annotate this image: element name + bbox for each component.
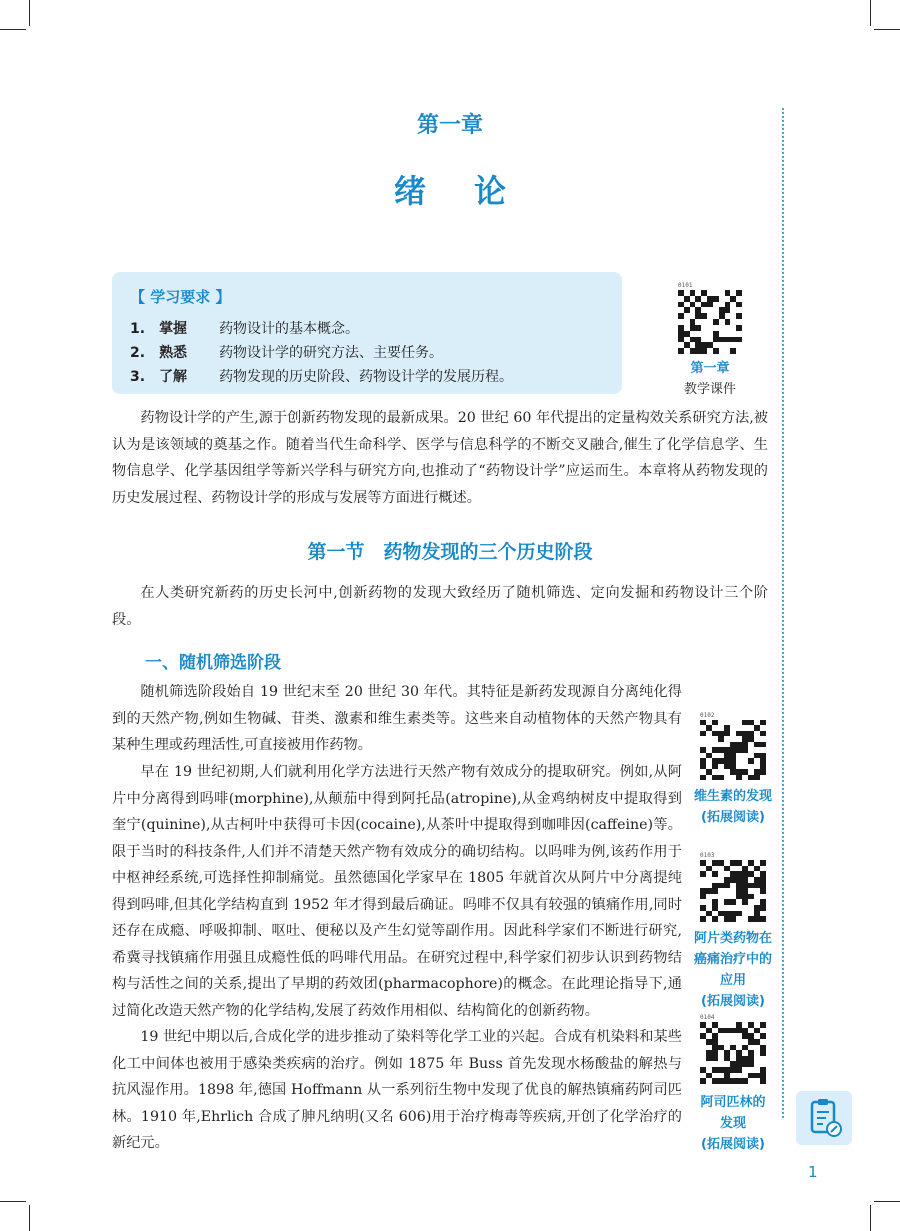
qr-caption-title: 阿片类药物在癌痛治疗中的应用 [694,931,773,988]
requirement-number: 1. [130,321,146,337]
requirement-item [130,366,513,386]
crop-mark [874,1201,900,1202]
qr-code-icon[interactable] [700,860,766,922]
qr-caption [664,358,756,400]
requirement-item [130,342,443,362]
requirement-text: 药物发现的历史阶段、药物设计学的发展历程。 [219,369,514,385]
qr-code-id: 0102 [700,712,715,719]
qr-caption-subtitle: (拓展阅读) [701,994,765,1009]
qr-caption [692,786,774,828]
clipboard-edit-icon [796,1091,852,1145]
learning-requirements-box [112,272,622,394]
qr-caption-title: 第一章 [690,361,730,376]
section-title: 第一节 药物发现的三个历史阶段 [307,541,593,563]
notes-tab[interactable] [796,1091,852,1145]
requirement-level: 了解 [159,369,188,385]
requirement-level: 掌握 [159,321,188,337]
requirement-item [130,318,359,338]
intro-paragraph: 药物设计学的产生,源于创新药物发现的最新成果。20 世纪 60 年代提出的定量构效关系研究方法,被认为是该领域的奠基之作。随着当代生命科学、医学与信息科学的不断交叉融合,催生了化学信息学、生物信息学、化学基因组学等新兴学科与研究方向,也推动了“药物设计学”应运而生。本章将从药物发现的历史发展过程、药物设计学的形成与发展等方面进行概述。 [112,410,768,506]
learning-requirements-heading: 【 学习要求 】 [130,288,231,306]
qr-caption-title: 维生素的发现 [693,789,772,804]
qr-code-id: 0101 [678,282,693,289]
section-intro: 在人类研究新药的历史长河中,创新药物的发现大致经历了随机筛选、定向发掘和药物设计三个阶段。 [112,585,768,628]
qr-code-id: 0104 [700,1014,715,1021]
crop-mark [0,29,26,30]
margin-divider [782,108,784,1118]
crop-mark [29,0,30,26]
requirement-number: 2. [130,345,146,361]
crop-mark [29,1205,30,1231]
chapter-label: 第一章 [416,113,483,138]
requirement-text: 药物设计的基本概念。 [219,321,360,337]
subsection-title: 一、随机筛选阶段 [145,653,281,673]
requirement-number: 3. [130,369,146,385]
body-paragraph: 19 世纪中期以后,合成化学的进步推动了染料等化学工业的兴起。合成有机染料和某些化工中间体也被用于感染类疾病的治疗。例如 1875 年 Buss 首先发现水杨酸盐的解热与抗风湿作用。1898 年,德国 Hoffmann 从一系列衍生物中发现了优良的解热镇痛药阿司匹林。1910 年,Ehrlich 合成了胂凡纳明(又名 606)用于治疗梅毒等疾病,开创了化学治疗的新纪元。 [112,1029,682,1151]
body-paragraph: 早在 19 世纪初期,人们就利用化学方法进行天然产物有效成分的提取研究。例如,从阿片中分离得到吗啡(morphine),从颠茄中得到阿托品(atropine),从金鸡纳树皮中提取得到奎宁(quinine),从古柯叶中获得可卡因(cocaine),从茶叶中提取得到咖啡因(caffeine)等。限于当时的科技条件,人们并不清楚天然产物有效成分的确切结构。以吗啡为例,该药作用于中枢神经系统,可选择性抑制痛觉。虽然德国化学家早在 1805 年就首次从阿片中分离提纯得到吗啡,但其化学结构直到 1952 年才得到最后确证。吗啡不仅具有较强的镇痛作用,同时还存在成瘾、呼吸抑制、呕吐、便秘以及产生幻觉等副作用。因此科学家们不断进行研究,希冀寻找镇痛作用强且成瘾性低的吗啡代用品。在研究过程中,科学家们初步认识到药物结构与活性之间的关系,提出了早期的药效团(pharmacophore)的概念。在此理论指导下,通过简化改造天然产物的化学结构,发展了药效作用相似、结构简化的创新药物。 [112,764,682,1019]
qr-caption-title: 阿司匹林的发现 [700,1095,766,1131]
qr-caption-subtitle: (拓展阅读) [701,810,765,825]
body-paragraph: 随机筛选阶段始自 19 世纪末至 20 世纪 30 年代。其特征是新药发现源自分离纯化得到的天然产物,例如生物碱、苷类、激素和维生素类等。这些来自动植物体的天然产物具有某种生理或药理活性,可直接被用作药物。 [112,684,682,753]
qr-code-icon[interactable] [678,290,742,354]
requirement-text: 药物设计学的研究方法、主要任务。 [219,345,444,361]
qr-code-icon[interactable] [700,720,766,780]
crop-mark [870,1205,871,1231]
chapter-title: 绪论 [393,172,554,210]
crop-mark [870,0,871,26]
qr-code-id: 0103 [700,852,715,859]
qr-caption [694,928,772,1012]
qr-caption-subtitle: 教学课件 [683,382,736,397]
crop-mark [0,1201,26,1202]
qr-caption-subtitle: (拓展阅读) [701,1137,765,1152]
qr-code-icon[interactable] [700,1022,766,1084]
qr-caption [700,1092,766,1155]
crop-mark [874,29,900,30]
requirement-level: 熟悉 [159,345,188,361]
page-number: 1 [808,1163,818,1181]
